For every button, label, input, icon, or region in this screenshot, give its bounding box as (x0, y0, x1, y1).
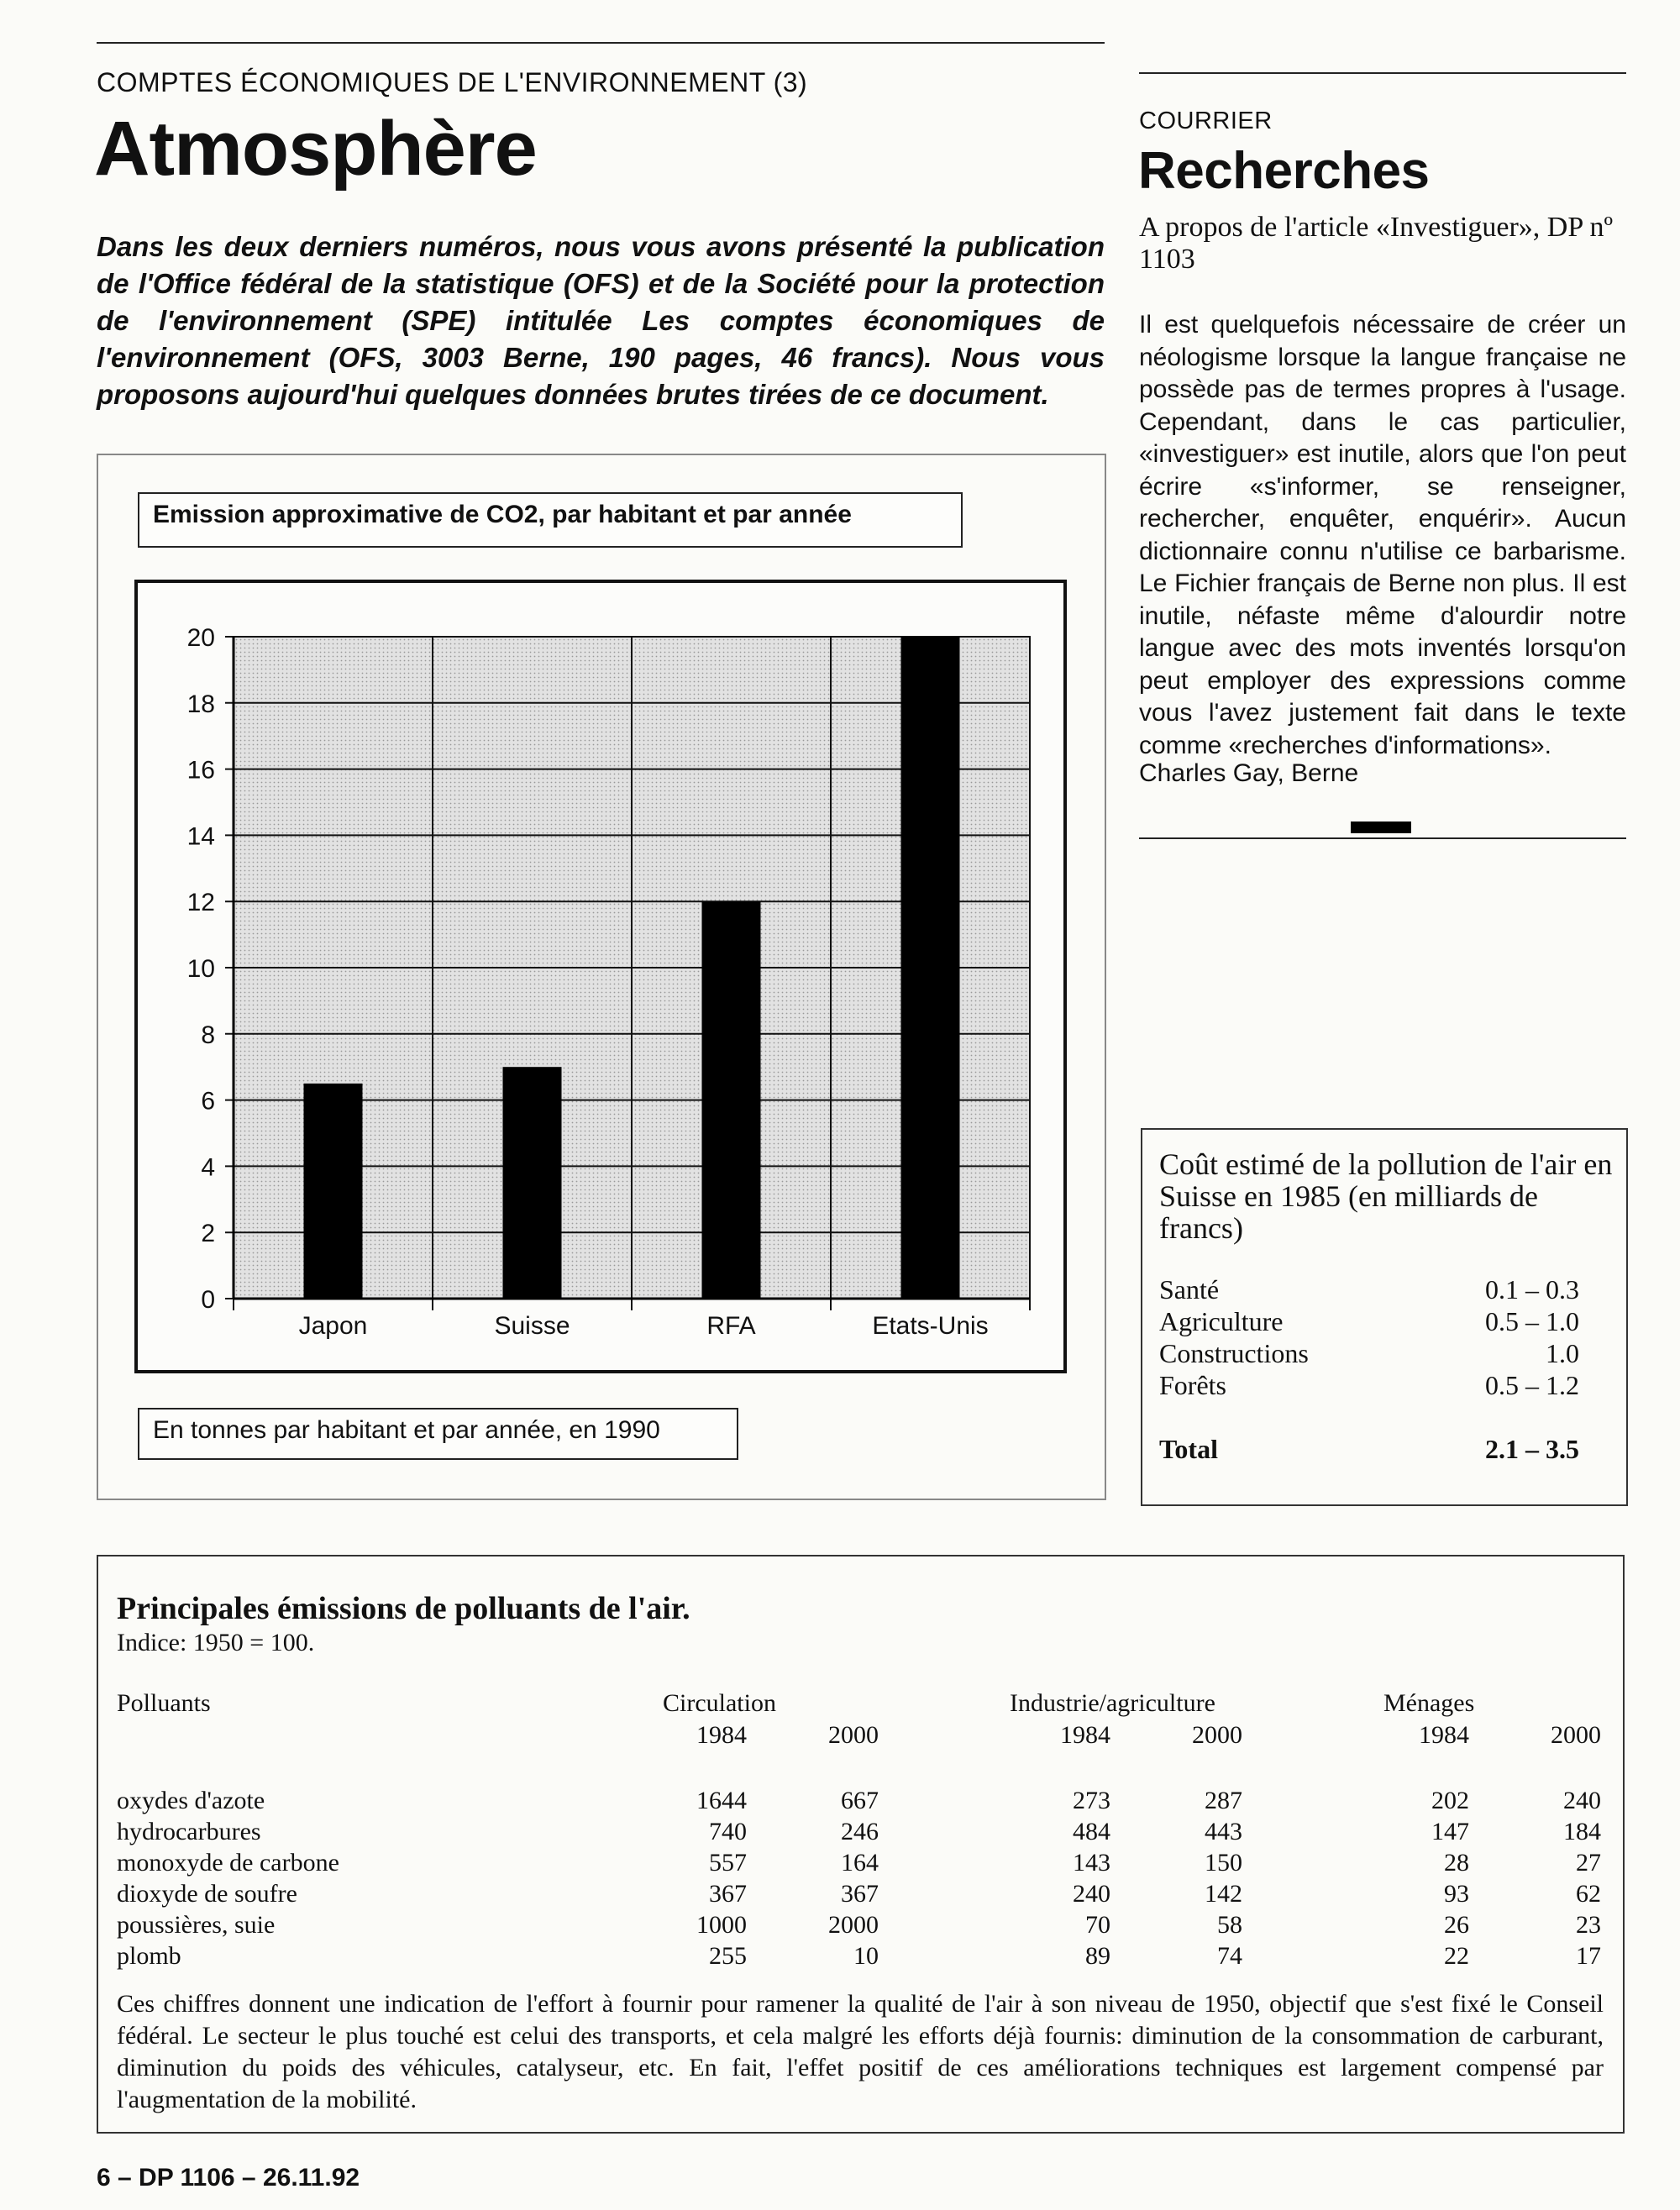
y-tick-label: 14 (186, 822, 215, 851)
year-header: 2000 (828, 1721, 879, 1749)
emissions-index-note: Indice: 1950 = 100. (117, 1629, 315, 1656)
end-mark (1351, 822, 1411, 833)
y-tick-label: 16 (186, 756, 215, 785)
bar-japon (304, 1084, 363, 1299)
cost-row: Santé 0.1 – 0.3 (1159, 1274, 1579, 1304)
table-cell: 287 (1205, 1787, 1242, 1814)
table-cell: 273 (1073, 1787, 1110, 1814)
table-cell: 22 (1444, 1942, 1469, 1970)
year-header: 1984 (696, 1721, 747, 1749)
y-tick-label: 2 (201, 1220, 215, 1248)
table-cell: 240 (1073, 1880, 1110, 1908)
article-lede: Dans les deux derniers numéros, nous vous avons présenté la publication de l'Office fédéral de la statistique (OFS) et de la Société pour la protection de l'environnement (SPE) intitulée Les comptes économiques de l'environnement (OFS, 3003 Berne, 190 pages, 46 francs). Nous vous proposons aujourd'hui quelques données brutes tirées de ce document. (97, 231, 1105, 410)
year-header: 2000 (1551, 1721, 1601, 1749)
table-cell: 27 (1576, 1849, 1601, 1877)
emissions-box (97, 1555, 1625, 2134)
article-title: Atmosphère (94, 106, 537, 192)
page-footer: 6 – DP 1106 – 26.11.92 (97, 2164, 360, 2192)
table-cell: 58 (1217, 1911, 1242, 1939)
bar-suisse (503, 1067, 562, 1299)
table-cell: 2000 (828, 1911, 879, 1939)
cost-rows (1159, 1274, 1579, 1484)
table-cell: 164 (841, 1849, 879, 1877)
table-cell: 1644 (696, 1787, 747, 1814)
table-cell: 143 (1073, 1849, 1110, 1877)
cost-row: Agriculture 0.5 – 1.0 (1159, 1306, 1579, 1336)
col-header-pollutants: Polluants (117, 1689, 211, 1717)
table-cell: 240 (1563, 1787, 1601, 1814)
top-rule-right (1139, 72, 1626, 74)
table-cell: 28 (1444, 1849, 1469, 1877)
bar-rfa (702, 901, 761, 1299)
y-tick-label: 8 (201, 1021, 215, 1049)
table-row-label: oxydes d'azote (117, 1787, 265, 1814)
year-header: 2000 (1192, 1721, 1242, 1749)
table-cell: 70 (1085, 1911, 1110, 1939)
table-cell: 74 (1217, 1942, 1242, 1970)
emissions-note: Ces chiffres donnent une indication de l'effort à fournir pour ramener la qualité de l'air à son niveau de 1950, objectif que s'est fixé le Conseil fédéral. Le secteur le plus touché est celui des transports, et cela malgré les efforts déjà fournis: diminution de la consommation de carburant, diminution du poids des véhicules, catalyseur, etc. En fait, l'effet positif de ces améliorations techniques est largement compensé par l'augmentation de la mobilité. (117, 1990, 1604, 2113)
table-cell: 147 (1431, 1818, 1469, 1845)
table-cell: 246 (841, 1818, 879, 1845)
bar-etats-unis (901, 637, 960, 1299)
y-tick-label: 4 (201, 1153, 215, 1182)
cost-row: Constructions 1.0 (1159, 1338, 1579, 1368)
y-tick-label: 18 (186, 690, 215, 718)
sidebar-signature: Charles Gay, Berne (1139, 759, 1359, 787)
table-cell: 202 (1431, 1787, 1469, 1814)
table-cell: 255 (709, 1942, 747, 1970)
table-row-label: dioxyde de soufre (117, 1880, 297, 1908)
chart-caption: En tonnes par habitant et par année, en 1990 (138, 1408, 738, 1460)
table-cell: 1000 (696, 1911, 747, 1939)
table-cell: 740 (709, 1818, 747, 1845)
table-cell: 667 (841, 1787, 879, 1814)
bar-chart (134, 580, 1067, 1373)
group-header-circulation: Circulation (663, 1689, 776, 1717)
table-cell: 367 (841, 1880, 879, 1908)
table-cell: 184 (1563, 1818, 1601, 1845)
year-header: 1984 (1419, 1721, 1469, 1749)
chart-title: Emission approximative de CO2, par habitant et par année (138, 492, 963, 548)
cost-total-row: Total 2.1 – 3.5 (1159, 1434, 1579, 1464)
table-cell: 62 (1576, 1880, 1601, 1908)
article-kicker: COMPTES ÉCONOMIQUES DE L'ENVIRONNEMENT (3) (97, 67, 808, 97)
sidebar-letter: Il est quelquefois nécessaire de créer un néologisme lorsque la langue française ne possède pas de termes propres à l'usage. Cependant, dans le cas particulier, «investiguer» est inutile, alors que l'on peut écrire «s'informer, se renseigner, rechercher, enquêter, enquérir». Aucun dictionnaire connu n'utilise ce barbarisme. Le Fichier français de Berne non plus. Il est inutile, néfaste même d'alourdir notre langue avec des mots inventés lorsqu'on peut employer des expressions comme vous l'avez justement fait dans le texte comme «recherches d'informations». (1139, 311, 1626, 759)
sidebar-title: Recherches (1138, 142, 1430, 200)
table-cell: 150 (1205, 1849, 1242, 1877)
cost-box-title: Coût estimé de la pollution de l'air en Suisse en 1985 (en milliards de francs) (1159, 1147, 1613, 1245)
table-cell: 93 (1444, 1880, 1469, 1908)
year-header: 1984 (1060, 1721, 1110, 1749)
group-header-industrie: Industrie/agriculture (1010, 1689, 1215, 1717)
table-cell: 443 (1205, 1818, 1242, 1845)
table-cell: 26 (1444, 1911, 1469, 1939)
x-tick-label: RFA (706, 1312, 756, 1340)
table-cell: 17 (1576, 1942, 1601, 1970)
x-tick-label: Etats-Unis (872, 1312, 989, 1340)
sidebar-kicker: COURRIER (1139, 108, 1273, 134)
y-tick-label: 12 (186, 889, 215, 917)
table-cell: 484 (1073, 1818, 1110, 1845)
table-row-label: plomb (117, 1942, 181, 1970)
table-row-label: monoxyde de carbone (117, 1849, 339, 1877)
emissions-title: Principales émissions de polluants de l'air. (117, 1591, 690, 1626)
x-tick-label: Japon (298, 1312, 368, 1340)
sidebar-bottom-rule (1139, 837, 1626, 839)
cost-box (1141, 1128, 1628, 1506)
x-tick-label: Suisse (494, 1312, 570, 1340)
y-tick-label: 10 (186, 955, 215, 983)
top-rule-left (97, 42, 1105, 44)
cost-row: Forêts 0.5 – 1.2 (1159, 1370, 1579, 1400)
sidebar-subtitle: A propos de l'article «Investiguer», DP nº 1103 (1139, 212, 1614, 275)
group-header-menages: Ménages (1383, 1689, 1475, 1717)
table-cell: 557 (709, 1849, 747, 1877)
y-tick-label: 20 (186, 624, 215, 652)
table-row-label: hydrocarbures (117, 1818, 261, 1845)
table-cell: 23 (1576, 1911, 1601, 1939)
table-cell: 367 (709, 1880, 747, 1908)
table-cell: 10 (853, 1942, 879, 1970)
table-cell: 89 (1085, 1942, 1110, 1970)
y-tick-label: 6 (201, 1087, 215, 1115)
table-row-label: poussières, suie (117, 1911, 276, 1939)
table-cell: 142 (1205, 1880, 1242, 1908)
y-tick-label: 0 (201, 1286, 215, 1314)
